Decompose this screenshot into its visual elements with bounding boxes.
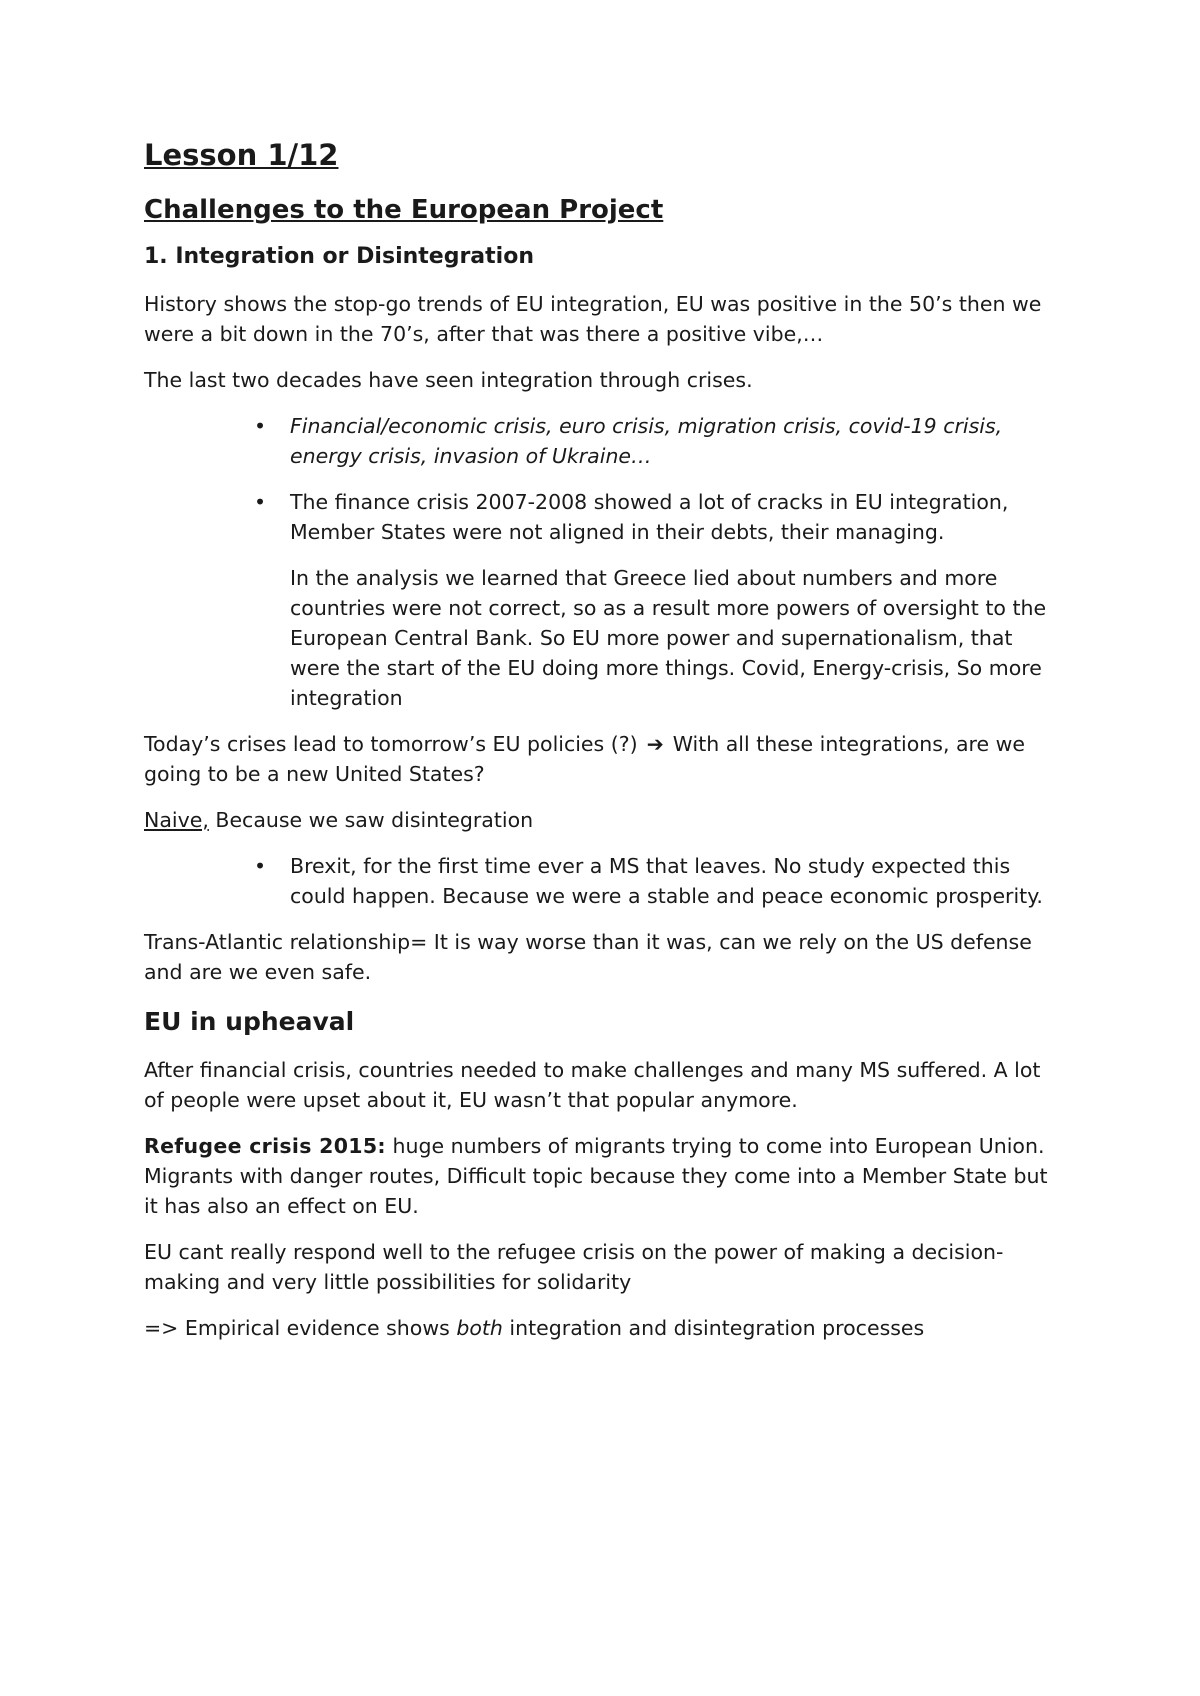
bullet-icon: • [254, 489, 267, 514]
section-heading-upheaval: EU in upheaval [144, 1006, 355, 1036]
main-title: Challenges to the European Project [144, 194, 664, 225]
crises-bullet-list [144, 411, 1064, 547]
brexit-bullet-list [144, 851, 1064, 911]
crises-list-text: Financial/economic crisis, euro crisis, migration crisis, covid-19 crisis, energy crisis, invasion of Ukraine… [290, 413, 1003, 468]
conclusion-text-start: => Empirical evidence shows [144, 1315, 457, 1340]
paragraph-refugee-crisis [144, 1131, 1064, 1221]
paragraph-todays-crises [144, 729, 1064, 789]
naive-label: Naive, [144, 807, 209, 832]
bullet-icon: • [254, 853, 267, 878]
refugee-crisis-label: Refugee crisis 2015: [144, 1133, 386, 1158]
lesson-title: Lesson 1/12 [144, 138, 339, 172]
conclusion-text-end: integration and disintegration processes [502, 1315, 925, 1340]
paragraph-history: History shows the stop-go trends of EU integration, EU was positive in the 50’s then we were a bit down in the 70’s, after that was there a positive vibe,… [144, 291, 1042, 346]
list-item [144, 411, 1064, 471]
document-page [144, 140, 1064, 1359]
brexit-text: Brexit, for the first time ever a MS that leaves. No study expected this could happen. Because we were a stable and peace economic prosperity. [290, 853, 1043, 908]
united-states-question: With all these integrations, are we going to be a new United States? [144, 731, 1026, 786]
paragraph-analysis: In the analysis we learned that Greece lied about numbers and more countries were not correct, so as a result more powers of oversight to the European Central Bank. So EU more power and supernationalism, that were the start of the EU doing more things. Covid, Energy-crisis, So more integration [290, 565, 1047, 710]
paragraph-eu-response: EU cant really respond well to the refugee crisis on the power of making a decision-making and very little possibilities for solidarity [144, 1239, 1004, 1294]
paragraph-naive [144, 805, 1064, 835]
todays-crises-text: Today’s crises lead to tomorrow’s EU policies (?) [144, 731, 638, 756]
section-heading-integration: 1. Integration or Disintegration [144, 244, 534, 270]
paragraph-last-two-decades: The last two decades have seen integration through crises. [144, 367, 753, 392]
conclusion-emphasis: both [456, 1315, 503, 1340]
naive-text: Because we saw disintegration [208, 807, 534, 832]
finance-crisis-text: The finance crisis 2007-2008 showed a lot of cracks in EU integration, Member States were not aligned in their debts, their managing. [290, 489, 1009, 544]
list-item [144, 487, 1064, 547]
bullet-icon: • [254, 413, 267, 438]
refugee-crisis-text: huge numbers of migrants trying to come into European Union. Migrants with danger routes, Difficult topic because they come into a Member State but it has also an effect on EU. [144, 1133, 1048, 1218]
paragraph-transatlantic: Trans-Atlantic relationship= It is way worse than it was, can we rely on the US defense and are we even safe. [144, 929, 1032, 984]
paragraph-conclusion [144, 1313, 1064, 1343]
arrow-right-icon: ➔ [646, 731, 664, 756]
paragraph-financial-crisis: After financial crisis, countries needed to make challenges and many MS suffered. A lot of people were upset about it, EU wasn’t that popular anymore. [144, 1057, 1041, 1112]
list-item [144, 851, 1064, 911]
